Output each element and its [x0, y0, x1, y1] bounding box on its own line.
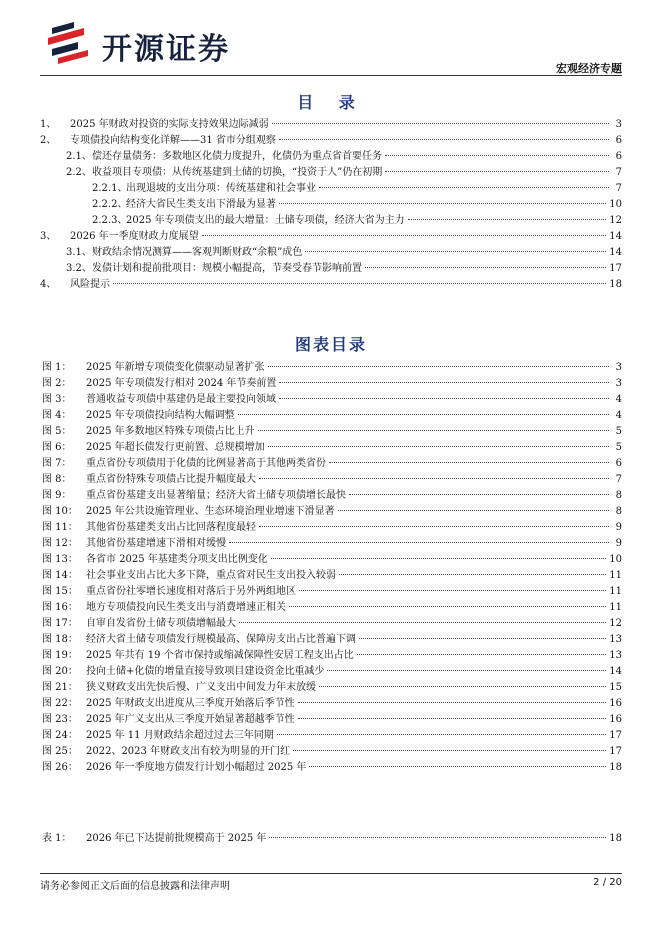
- dot-leader: [258, 430, 609, 431]
- dot-leader: [309, 766, 606, 767]
- toc-entry-title: 收益项目专项债：从传统基建到土储的切换，“投资于人”仍在初期: [92, 167, 383, 178]
- figure-entry-title: 社会事业支出占比大多下降，重点省对民生支出投入较弱: [86, 570, 336, 581]
- dot-leader: [229, 542, 609, 543]
- table-entry-title: 2026 年已下达提前批规模高于 2025 年: [86, 833, 267, 844]
- figure-entry[interactable]: [40, 760, 622, 776]
- figure-entry-page: 8: [615, 490, 622, 501]
- figure-entry-title: 2025 年专项债发行相对 2024 年节奏前置: [86, 378, 277, 389]
- toc-entry-title: 偿还存量债务：多数地区化债力度提升，化债仍为重点省首要任务: [92, 151, 382, 162]
- dot-leader: [259, 526, 609, 527]
- dot-leader: [319, 686, 606, 687]
- figure-entry-number: 图 6：: [42, 442, 72, 453]
- figure-entry-page: 16: [609, 698, 622, 709]
- figure-entry[interactable]: [40, 728, 622, 744]
- toc-entry-page: 14: [609, 231, 622, 242]
- figure-entry-number: 图 25：: [42, 746, 78, 757]
- figure-entry-title: 2025 年多数地区特殊专项债占比上升: [86, 426, 255, 437]
- figure-entry-title: 普通收益专项债中基建仍是最主要投向领域: [86, 394, 276, 405]
- figure-entry-title: 各省市 2025 年基建类分项支出比例变化: [86, 554, 268, 565]
- figure-entry-number: 图 2：: [42, 378, 72, 389]
- dot-leader: [338, 510, 609, 511]
- figure-entry-title: 重点省份特殊专项债占比提升幅度最大: [86, 474, 256, 485]
- toc-entry-number: 2.2.1、: [92, 183, 128, 194]
- figure-entry-number: 图 22：: [42, 698, 78, 709]
- figure-entry-title: 重点省份社零增长速度相对落后于另外两组地区: [86, 586, 296, 597]
- figure-entry-page: 8: [615, 506, 622, 517]
- figure-entry-title: 2025 年新增专项债变化债驱动显著扩张: [86, 362, 265, 373]
- dot-leader: [259, 478, 609, 479]
- figure-entry[interactable]: [40, 664, 622, 680]
- page-number: 2 / 20: [593, 877, 622, 888]
- figure-entry[interactable]: [40, 472, 622, 488]
- figure-entry-title: 2025 年财政支出进度从三季度开始落后季节性: [86, 698, 295, 709]
- toc-entry-number: 3.1、: [66, 247, 92, 258]
- figure-entry-title: 狭义财政支出先快后慢、广义支出中间发力年末放缓: [86, 682, 316, 693]
- figure-entry-title: 2025 年专项债投向结构大幅调整: [86, 410, 235, 421]
- figure-entry[interactable]: [40, 568, 622, 584]
- toc-entry-page: 7: [615, 183, 622, 194]
- figure-entry[interactable]: [40, 712, 622, 728]
- toc-entry-number: 2.1、: [66, 151, 92, 162]
- dot-leader: [238, 414, 609, 415]
- figure-entry-title: 2022、2023 年财政支出有较为明显的开门红: [86, 746, 291, 757]
- figure-entry-page: 11: [609, 586, 622, 597]
- dot-leader: [349, 494, 609, 495]
- figure-entry-number: 图 5：: [42, 426, 72, 437]
- figure-entry-page: 16: [609, 714, 622, 725]
- toc-entry-title: 专项债投向结构变化详解——31 省市分组观察: [70, 135, 276, 146]
- toc-entry-number: 3、: [40, 231, 57, 242]
- figure-entry-title: 经济大省土储专项债发行规模最高、保障房支出占比普遍下调: [86, 634, 356, 645]
- page-header: [40, 16, 622, 74]
- toc-entry-title: 经济大省民生类支出下滑最为显著: [126, 199, 276, 210]
- toc-entry-page: 6: [615, 135, 622, 146]
- toc-entry-title: 发债计划和提前批项目：规模小幅提高，节奏受春节影响前置: [92, 263, 362, 274]
- figure-entry[interactable]: [40, 600, 622, 616]
- toc-entry[interactable]: [40, 117, 622, 133]
- figure-entry-number: 图 8：: [42, 474, 72, 485]
- toc-entry-title: 2025 年财政对投资的实际支持效果边际减弱: [70, 119, 269, 130]
- figure-entry-number: 图 11：: [42, 522, 78, 533]
- figure-entry-title: 其他省份基建类支出占比回落程度最轻: [86, 522, 256, 533]
- toc-entry[interactable]: [40, 133, 622, 149]
- toc-entry[interactable]: [40, 165, 622, 181]
- figure-entry-page: 15: [609, 682, 622, 693]
- dot-leader: [202, 235, 607, 236]
- toc-entry[interactable]: [40, 261, 622, 277]
- header-divider: [40, 75, 622, 76]
- figure-entry-number: 图 3：: [42, 394, 72, 405]
- figure-entry-number: 图 7：: [42, 458, 72, 469]
- figure-entry-page: 13: [609, 634, 622, 645]
- figure-entry-page: 13: [609, 650, 622, 661]
- figures-index: [40, 360, 622, 776]
- figure-entry-page: 17: [609, 730, 622, 741]
- figure-entry-title: 其他省份基建增速下滑相对缓慢: [86, 538, 226, 549]
- dot-leader: [298, 702, 607, 703]
- dot-leader: [305, 251, 606, 252]
- figure-entry-number: 图 14：: [42, 570, 78, 581]
- dot-leader: [113, 283, 606, 284]
- dot-leader: [289, 606, 606, 607]
- dot-leader: [293, 750, 606, 751]
- dot-leader: [298, 718, 607, 719]
- tables-index: [40, 831, 622, 847]
- toc-entry-page: 10: [609, 199, 622, 210]
- figure-entry-title: 2026 年一季度地方债发行计划小幅超过 2025 年: [86, 762, 307, 773]
- toc-entry[interactable]: [40, 149, 622, 165]
- dot-leader: [279, 139, 609, 140]
- figure-entry-page: 5: [615, 426, 622, 437]
- figure-entry-page: 9: [615, 522, 622, 533]
- figure-entry-page: 6: [615, 458, 622, 469]
- figure-entry[interactable]: [40, 632, 622, 648]
- figure-entry[interactable]: [40, 456, 622, 472]
- dot-leader: [339, 574, 606, 575]
- toc-entry-title: 财政结余情况测算——客观判断财政“余粮”成色: [92, 247, 303, 258]
- figure-entry[interactable]: [40, 440, 622, 456]
- figure-entry[interactable]: [40, 376, 622, 392]
- toc-entry[interactable]: [40, 277, 622, 293]
- figure-entry-page: 10: [609, 554, 622, 565]
- table-entry[interactable]: [40, 831, 622, 847]
- figure-entry-title: 重点省份基建支出显著缩量；经济大省土储专项债增长最快: [86, 490, 346, 501]
- toc-entry-page: 3: [615, 119, 622, 130]
- figure-entry-number: 图 16：: [42, 602, 78, 613]
- toc-entry-title: 2026 年一季度财政力度展望: [70, 231, 199, 242]
- figure-entry[interactable]: [40, 424, 622, 440]
- figure-entry-page: 5: [615, 442, 622, 453]
- figure-entry-number: 图 19：: [42, 650, 78, 661]
- figure-entry-page: 11: [609, 602, 622, 613]
- dot-leader: [268, 446, 609, 447]
- figure-entry[interactable]: [40, 552, 622, 568]
- dot-leader: [408, 219, 607, 220]
- figure-entry-number: 图 21：: [42, 682, 78, 693]
- dot-leader: [319, 187, 609, 188]
- document-type: 宏观经济专题: [556, 62, 622, 75]
- toc-entry-number: 2.2.3、: [92, 215, 128, 226]
- toc-entry-number: 1、: [40, 119, 57, 130]
- dot-leader: [271, 558, 606, 559]
- dot-leader: [268, 366, 609, 367]
- dot-leader: [357, 654, 607, 655]
- dot-leader: [279, 398, 609, 399]
- figure-entry-number: 图 18：: [42, 634, 78, 645]
- dot-leader: [279, 382, 609, 383]
- toc-entry-number: 2、: [40, 135, 57, 146]
- figure-entry-title: 重点省份专项债用于化债的比例显著高于其他两类省份: [86, 458, 326, 469]
- figure-entry[interactable]: [40, 744, 622, 760]
- toc-entry-page: 7: [615, 167, 622, 178]
- brand-logo: [44, 20, 274, 66]
- figure-entry-title: 2025 年 11 月财政结余超过过去三年同期: [86, 730, 274, 741]
- figure-entry[interactable]: [40, 680, 622, 696]
- figure-entry-page: 7: [615, 474, 622, 485]
- figure-entry-page: 3: [615, 362, 622, 373]
- dot-leader: [327, 670, 606, 671]
- figure-entry-page: 9: [615, 538, 622, 549]
- toc-entry-number: 4、: [40, 279, 57, 290]
- figure-entry-title: 2025 年超长债发行更前置、总规模增加: [86, 442, 265, 453]
- figure-entry-number: 图 10：: [42, 506, 78, 517]
- toc-entry-title: 出现退坡的支出分项：传统基建和社会事业: [126, 183, 316, 194]
- figure-entry-title: 自审自发省份土储专项债增幅最大: [86, 618, 236, 629]
- toc-entry[interactable]: [40, 197, 622, 213]
- logo-mark-icon: [44, 20, 98, 66]
- figure-entry-title: 地方专项债投向民生类支出与消费增速正相关: [86, 602, 286, 613]
- figure-entry-number: 图 13：: [42, 554, 78, 565]
- disclaimer-text: 请务必参阅正文后面的信息披露和法律声明: [40, 881, 230, 892]
- figure-entry[interactable]: [40, 616, 622, 632]
- figure-entry-page: 14: [609, 666, 622, 677]
- dot-leader: [385, 171, 609, 172]
- dot-leader: [359, 638, 606, 639]
- toc-entry[interactable]: [40, 229, 622, 245]
- figure-entry[interactable]: [40, 488, 622, 504]
- toc-entry[interactable]: [40, 213, 622, 229]
- figure-entry[interactable]: [40, 536, 622, 552]
- footer-divider: [40, 873, 622, 874]
- figure-entry[interactable]: [40, 520, 622, 536]
- toc-entry-page: 14: [609, 247, 622, 258]
- figures-index-title: 图表目录: [294, 335, 367, 354]
- toc-entry-page: 6: [615, 151, 622, 162]
- figure-entry-title: 投向土储+化债的增量直接导致项目建设资金比重减少: [86, 666, 325, 677]
- toc-entry-page: 17: [609, 263, 622, 274]
- figure-entry-number: 图 12：: [42, 538, 78, 549]
- figure-entry-page: 3: [615, 378, 622, 389]
- table-of-contents: [40, 117, 622, 293]
- table-entry-page: 18: [609, 833, 622, 844]
- figure-entry[interactable]: [40, 504, 622, 520]
- figure-entry-number: 图 24：: [42, 730, 78, 741]
- figure-entry[interactable]: [40, 360, 622, 376]
- figure-entry-page: 18: [609, 762, 622, 773]
- dot-leader: [279, 203, 606, 204]
- figure-entry[interactable]: [40, 648, 622, 664]
- figure-entry-title: 2025 年共有 19 个省市保持或缩减保障性安居工程支出占比: [86, 650, 354, 661]
- figure-entry[interactable]: [40, 392, 622, 408]
- figure-entry-number: 图 9：: [42, 490, 72, 501]
- figure-entry-page: 12: [609, 618, 622, 629]
- dot-leader: [272, 123, 609, 124]
- figure-entry[interactable]: [40, 584, 622, 600]
- figure-entry-number: 图 15：: [42, 586, 78, 597]
- toc-entry[interactable]: [40, 245, 622, 261]
- dot-leader: [239, 622, 606, 623]
- figure-entry-title: 2025 年广义支出从三季度开始显著超越季节性: [86, 714, 295, 725]
- brand-name: 开源证券: [102, 32, 230, 67]
- figure-entry-page: 17: [609, 746, 622, 757]
- dot-leader: [299, 590, 606, 591]
- dot-leader: [329, 462, 609, 463]
- toc-entry-number: 2.2、: [66, 167, 92, 178]
- dot-leader: [365, 267, 606, 268]
- table-entry-number: 表 1：: [42, 833, 72, 844]
- dot-leader: [277, 734, 607, 735]
- toc-entry-number: 2.2.2、: [92, 199, 128, 210]
- figure-entry-number: 图 1：: [42, 362, 72, 373]
- figure-entry-number: 图 23：: [42, 714, 78, 725]
- toc-entry[interactable]: [40, 181, 622, 197]
- figure-entry-number: 图 4：: [42, 410, 72, 421]
- figure-entry-page: 4: [615, 410, 622, 421]
- toc-entry-title: 风险提示: [70, 279, 110, 290]
- figure-entry[interactable]: [40, 696, 622, 712]
- figure-entry-title: 2025 年公共设施管理业、生态环境治理业增速下滑显著: [86, 506, 335, 517]
- figure-entry-page: 11: [609, 570, 622, 581]
- dot-leader: [385, 155, 609, 156]
- toc-entry-number: 3.2、: [66, 263, 92, 274]
- toc-title: 目 录: [297, 93, 365, 112]
- figure-entry[interactable]: [40, 408, 622, 424]
- toc-entry-page: 18: [609, 279, 622, 290]
- figure-entry-number: 图 20：: [42, 666, 78, 677]
- toc-entry-page: 12: [609, 215, 622, 226]
- toc-entry-title: 2025 年专项债支出的最大增量：土储专项债，经济大省为主力: [126, 215, 405, 226]
- dot-leader: [269, 837, 606, 838]
- figure-entry-number: 图 26：: [42, 762, 78, 773]
- figure-entry-number: 图 17：: [42, 618, 78, 629]
- figure-entry-page: 4: [615, 394, 622, 405]
